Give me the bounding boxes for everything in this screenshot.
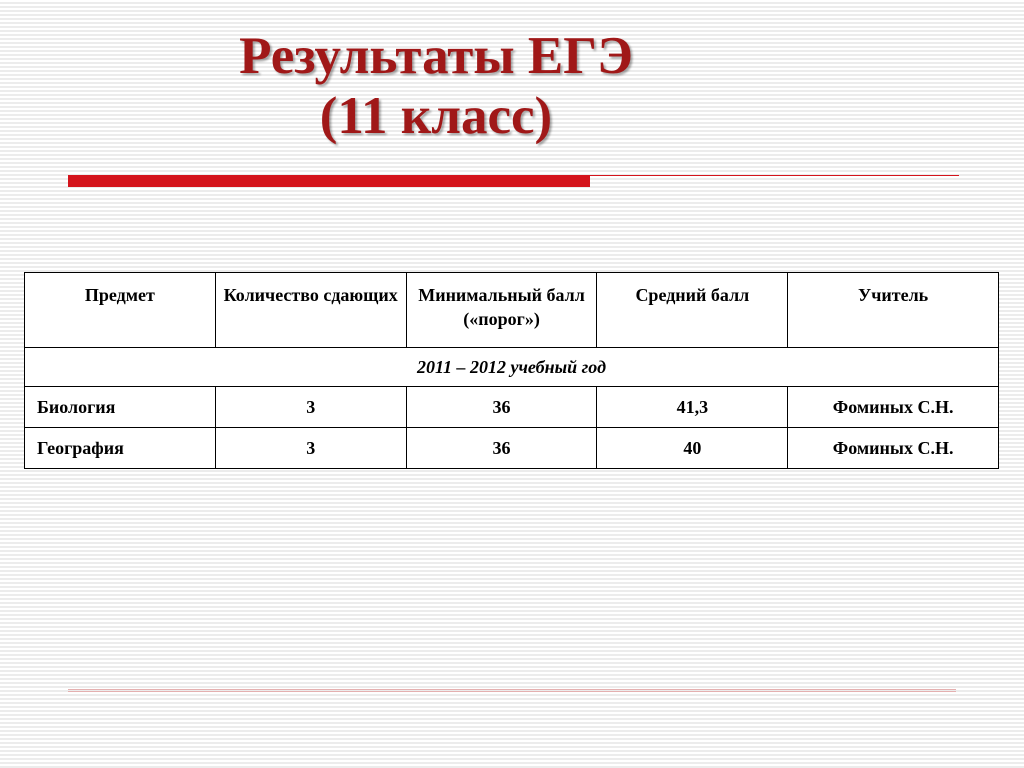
header-average: Средний балл bbox=[597, 273, 788, 348]
cell-count: 3 bbox=[215, 428, 406, 469]
table-header-row bbox=[25, 273, 999, 348]
cell-threshold: 36 bbox=[406, 387, 597, 428]
title-accent-line bbox=[590, 175, 959, 176]
header-teacher: Учитель bbox=[788, 273, 999, 348]
cell-count: 3 bbox=[215, 387, 406, 428]
period-label: 2011 – 2012 учебный год bbox=[25, 348, 999, 387]
table-row bbox=[25, 428, 999, 469]
title-accent-bar bbox=[68, 175, 590, 187]
header-threshold: Минимальный балл («порог») bbox=[406, 273, 597, 348]
cell-subject: География bbox=[25, 428, 216, 469]
cell-subject: Биология bbox=[25, 387, 216, 428]
cell-teacher: Фоминых С.Н. bbox=[788, 428, 999, 469]
results-table bbox=[24, 272, 999, 469]
cell-average: 40 bbox=[597, 428, 788, 469]
slide-title bbox=[0, 26, 872, 146]
cell-teacher: Фоминых С.Н. bbox=[788, 387, 999, 428]
header-count: Количество сдающих bbox=[215, 273, 406, 348]
slide-title-line1: Результаты ЕГЭ bbox=[239, 27, 633, 85]
header-subject: Предмет bbox=[25, 273, 216, 348]
slide-title-line2: (11 класс) bbox=[319, 87, 553, 145]
cell-average: 41,3 bbox=[597, 387, 788, 428]
footer-divider bbox=[68, 689, 956, 692]
period-row bbox=[25, 348, 999, 387]
cell-threshold: 36 bbox=[406, 428, 597, 469]
table-row bbox=[25, 387, 999, 428]
